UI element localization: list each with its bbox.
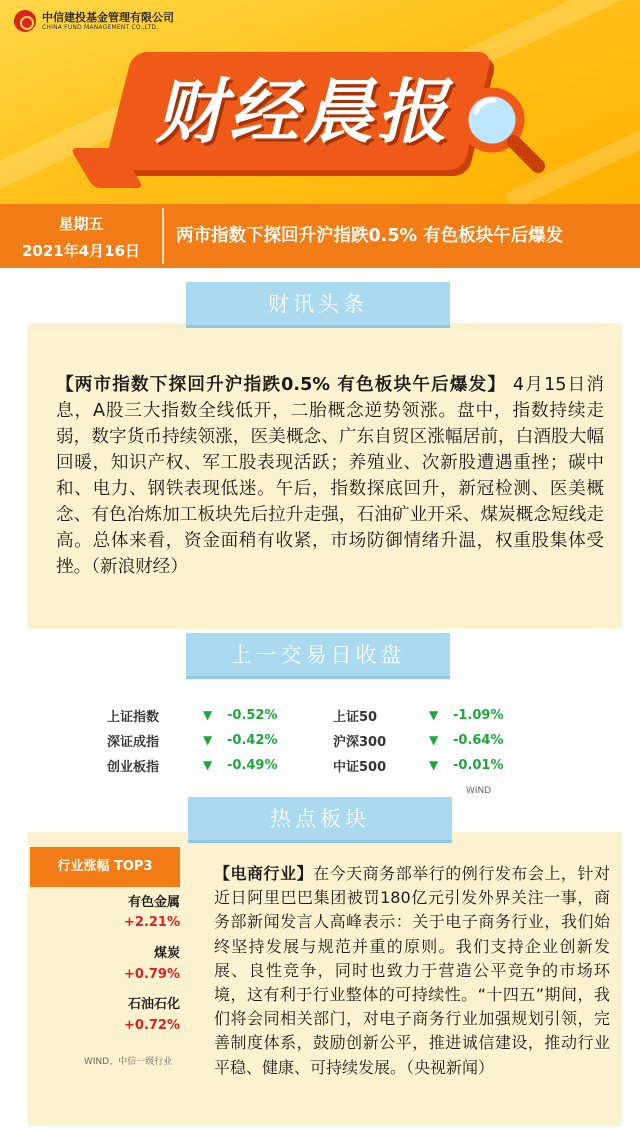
top3-sector-change: +0.79% <box>124 967 180 982</box>
hot-title: 【电商行业】 <box>214 864 314 883</box>
top3-sector-name: 有色金属 <box>127 895 180 910</box>
index-change: -0.52% <box>227 707 278 723</box>
logo-mark-icon <box>14 10 36 32</box>
index-row <box>333 703 504 727</box>
news-article <box>56 372 604 580</box>
date-headline-bar <box>0 204 640 268</box>
down-arrow-icon: ▼ <box>203 733 213 747</box>
index-name: 上证指数 <box>107 709 160 725</box>
divider <box>162 208 164 264</box>
news-body: 4月15日消息，A股三大指数全线低开，二胎概念逆势领涨。盘中，指数持续走弱，数字货币持续领涨，医美概念、广东自贸区涨幅居前，白酒股大幅回暖，知识产权、军工股表现活跃；养殖业、次新股遭遇重挫；碳中和、电力、钢铁表现低迷。午后，指数探底回升，新冠检测、医美概念、有色冶炼加工板块先后拉升走强，石油矿业开采、煤炭概念短线走高。总体来看，资金面稍有收紧，市场防御情绪升温，权重股集体受挫。（新浪财经） <box>56 375 604 577</box>
tab-news: 财讯头条 <box>186 282 450 328</box>
index-change: -0.42% <box>227 732 278 748</box>
index-name: 创业板指 <box>107 759 160 775</box>
down-arrow-icon: ▼ <box>203 758 213 772</box>
down-arrow-icon: ▼ <box>429 708 439 722</box>
date: 2021年4月16日 <box>21 242 141 260</box>
index-change: -0.49% <box>227 757 278 773</box>
index-row <box>107 753 278 777</box>
index-row <box>333 728 504 752</box>
page-title: 财经晨报 <box>155 71 451 153</box>
index-row <box>333 753 504 777</box>
headline: 两市指数下探回升沪指跌0.5% 有色板块午后爆发 <box>176 226 564 246</box>
company-logo <box>14 10 174 32</box>
top3-sector-name: 石油石化 <box>127 997 180 1012</box>
index-name: 中证500 <box>333 759 387 775</box>
top3-source: WIND、中信一级行业 <box>84 1057 173 1067</box>
news-title: 【两市指数下探回升沪指跌0.5% 有色板块午后爆发】 <box>56 375 507 395</box>
down-arrow-icon: ▼ <box>203 708 213 722</box>
index-row <box>107 703 278 727</box>
magnifier-icon <box>454 82 546 174</box>
index-change: -0.64% <box>453 732 504 748</box>
down-arrow-icon: ▼ <box>429 758 439 772</box>
top3-sector-change: +0.72% <box>124 1018 180 1033</box>
hot-article <box>214 862 610 1080</box>
hot-body: 在今天商务部举行的例行发布会上，针对近日阿里巴巴集团被罚180亿元引发外界关注一事，商务部新闻发言人高峰表示：关于电子商务行业，我们始终坚持发展与规范并重的原则。我们支持企业创新发展、良性竞争，同时也致力于营造公平竞争的市场环境，这有利于行业整体的可持续性。“十四五”期间，我们将会同相关部门，对电子商务行业加强规划引领，完善制度体系，鼓励创新公平，推进诚信建设，推动行业平稳、健康、可持续发展。（央视新闻） <box>214 864 610 1077</box>
logo-company-name: 中信建投基金管理有限公司 <box>42 10 174 24</box>
header-banner <box>0 0 640 204</box>
weekday: 星期五 <box>58 215 104 233</box>
index-change: -0.01% <box>453 757 504 773</box>
logo-company-name-en: CHINA FUND MANAGEMENT CO.,LTD. <box>42 23 159 31</box>
top3-sector-change: +2.21% <box>124 915 180 930</box>
index-name: 上证50 <box>333 709 378 725</box>
top3-label: 行业涨幅 TOP3 <box>30 847 180 887</box>
top3-sector-name: 煤炭 <box>153 946 180 961</box>
index-row <box>107 728 278 752</box>
down-arrow-icon: ▼ <box>429 733 439 747</box>
index-name: 深证成指 <box>107 734 160 750</box>
tab-hot-sectors: 热点板块 <box>188 797 452 843</box>
tab-market-close: 上一交易日收盘 <box>186 633 450 679</box>
index-name: 沪深300 <box>333 734 387 750</box>
index-change: -1.09% <box>453 707 504 723</box>
market-source: WIND <box>466 786 492 796</box>
